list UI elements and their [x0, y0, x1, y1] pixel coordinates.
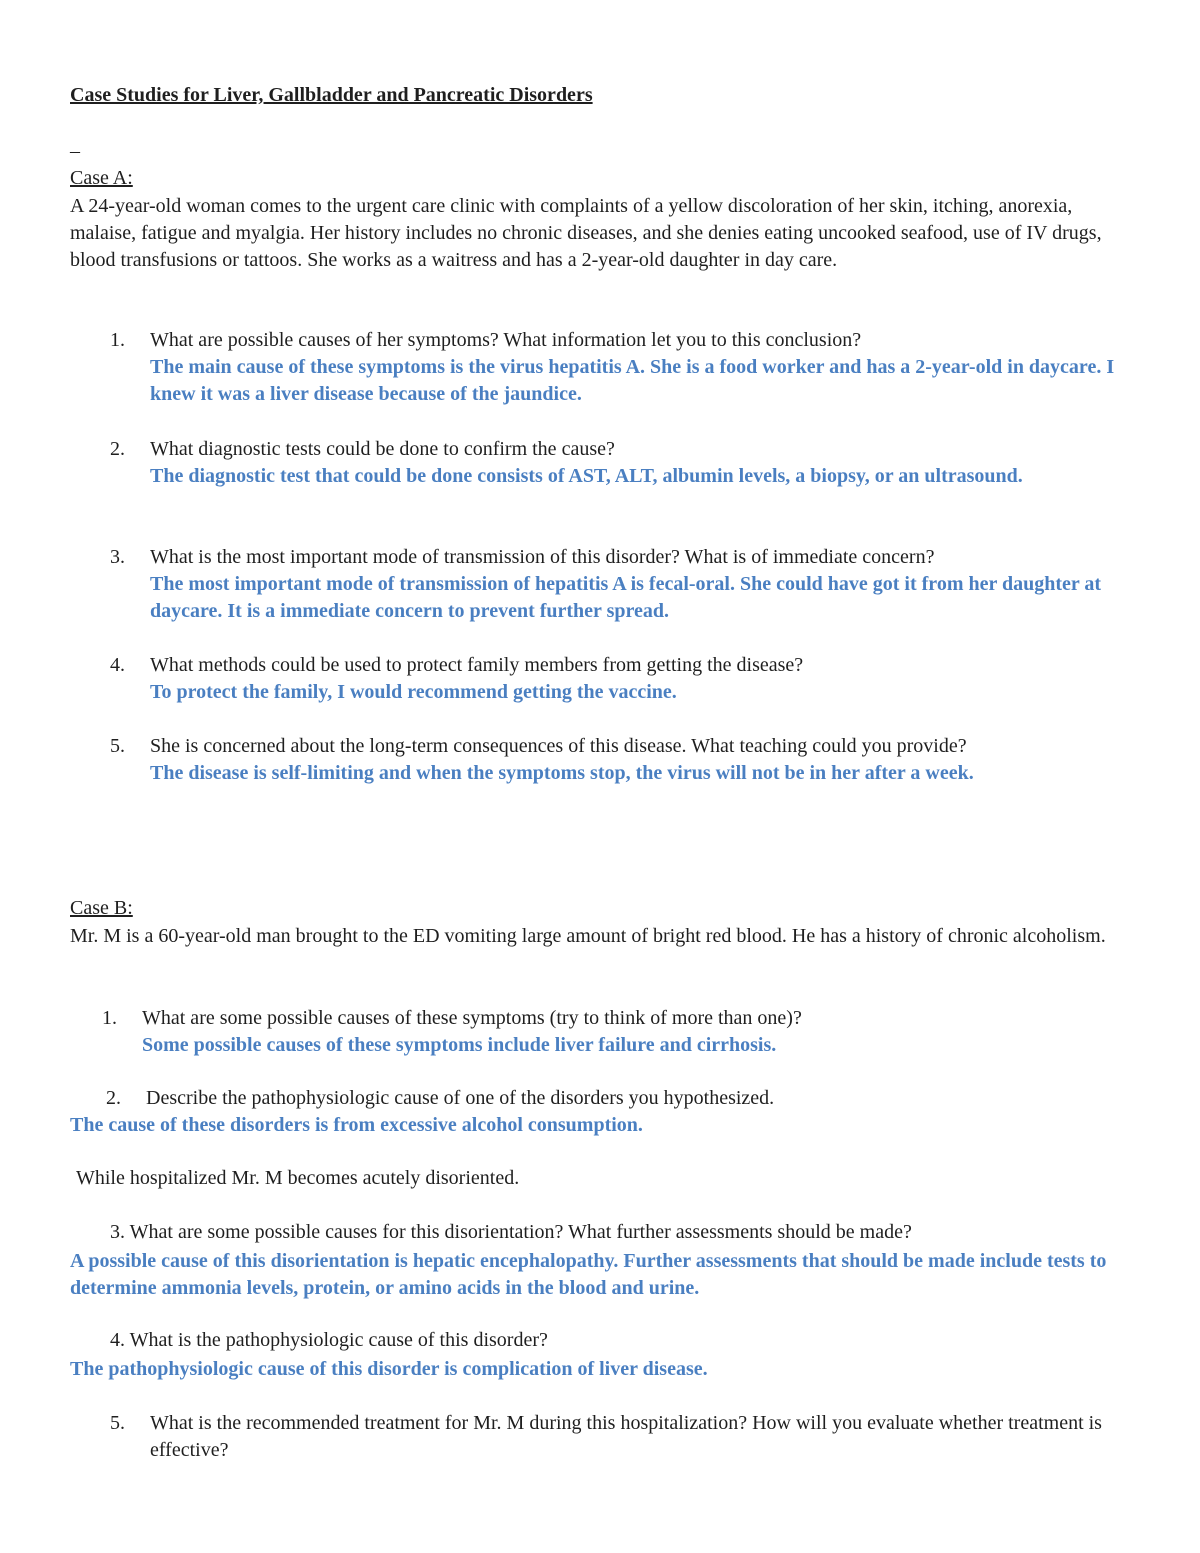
document-title: Case Studies for Liver, Gallbladder and Pancreatic Disorders — [70, 84, 593, 106]
dash-mark: – — [70, 140, 80, 162]
answer-text: The main cause of these symptoms is the virus hepatitis A. She is a food worker and has a 2-year-old in daycare. I knew it was a liver disease because of the jaundice. — [150, 356, 1115, 405]
case-a-label: Case A: — [70, 167, 133, 189]
case-a-question-3 — [110, 544, 1120, 625]
question-text: What is the recommended treatment for Mr. M during this hospitalization? How will you evaluate whether treatment is effective? — [150, 1412, 1102, 1461]
case-a-question-4 — [110, 652, 1120, 706]
question-text: What methods could be used to protect family members from getting the disease? — [150, 654, 804, 676]
question-text: She is concerned about the long-term consequences of this disease. What teaching could you provide? — [150, 735, 967, 757]
question-number: 5. — [110, 1412, 125, 1434]
question-number: 1. — [102, 1007, 117, 1029]
case-b-answer-3: A possible cause of this disorientation is hepatic encephalopathy. Further assessments that should be made include tests to determine ammonia levels, protein, or amino acids in the blood and urine. — [70, 1250, 1107, 1299]
case-b-answer-2: The cause of these disorders is from excessive alcohol consumption. — [70, 1114, 643, 1136]
question-number: 2. — [110, 438, 125, 460]
question-text: What is the most important mode of transmission of this disorder? What is of immediate concern? — [150, 546, 935, 568]
case-b-question-1 — [102, 1005, 1112, 1059]
case-b-scenario: Mr. M is a 60-year-old man brought to the ED vomiting large amount of bright red blood. He has a history of chronic alcoholism. — [70, 925, 1106, 947]
case-b-question-5 — [110, 1410, 1120, 1464]
case-b-note: While hospitalized Mr. M becomes acutely disoriented. — [76, 1167, 520, 1189]
case-a-scenario: A 24-year-old woman comes to the urgent care clinic with complaints of a yellow discoloration of her skin, itching, anorexia, malaise, fatigue and myalgia. Her history includes no chronic diseases, and she denies eating uncooked seafood, use of IV drugs, blood transfusions or tattoos. She works as a waitress and has a 2-year-old daughter in day care. — [70, 195, 1102, 271]
answer-text: To protect the family, I would recommend getting the vaccine. — [150, 681, 677, 703]
case-b-question-2 — [102, 1085, 1112, 1112]
question-number: 5. — [110, 735, 125, 757]
case-a-question-5 — [110, 733, 1120, 787]
case-b-label: Case B: — [70, 897, 133, 919]
case-b-question-4: 4. What is the pathophysiologic cause of this disorder? — [110, 1329, 548, 1351]
case-b-answer-4: The pathophysiologic cause of this disorder is complication of liver disease. — [70, 1358, 708, 1380]
answer-text: The diagnostic test that could be done consists of AST, ALT, albumin levels, a biopsy, or an ultrasound. — [150, 465, 1023, 487]
question-number: 1. — [110, 329, 125, 351]
answer-text: The most important mode of transmission of hepatitis A is fecal-oral. She could have got it from her daughter at daycare. It is a immediate concern to prevent further spread. — [150, 573, 1102, 622]
answer-text: Some possible causes of these symptoms include liver failure and cirrhosis. — [142, 1034, 777, 1056]
question-text: What diagnostic tests could be done to confirm the cause? — [150, 438, 615, 460]
case-a-question-2 — [110, 436, 1120, 490]
case-b-question-3: 3. What are some possible causes for this disorientation? What further assessments should be made? — [110, 1221, 912, 1243]
question-number: 3. — [110, 546, 125, 568]
question-text: What are some possible causes of these symptoms (try to think of more than one)? — [142, 1007, 802, 1029]
case-a-question-1 — [110, 327, 1120, 408]
question-number: 4. — [110, 654, 125, 676]
answer-text: The disease is self-limiting and when the symptoms stop, the virus will not be in her after a week. — [150, 762, 974, 784]
question-text: What are possible causes of her symptoms? What information let you to this conclusion? — [150, 329, 862, 351]
question-number: 2. — [106, 1087, 121, 1109]
question-text: Describe the pathophysiologic cause of one of the disorders you hypothesized. — [146, 1087, 775, 1109]
